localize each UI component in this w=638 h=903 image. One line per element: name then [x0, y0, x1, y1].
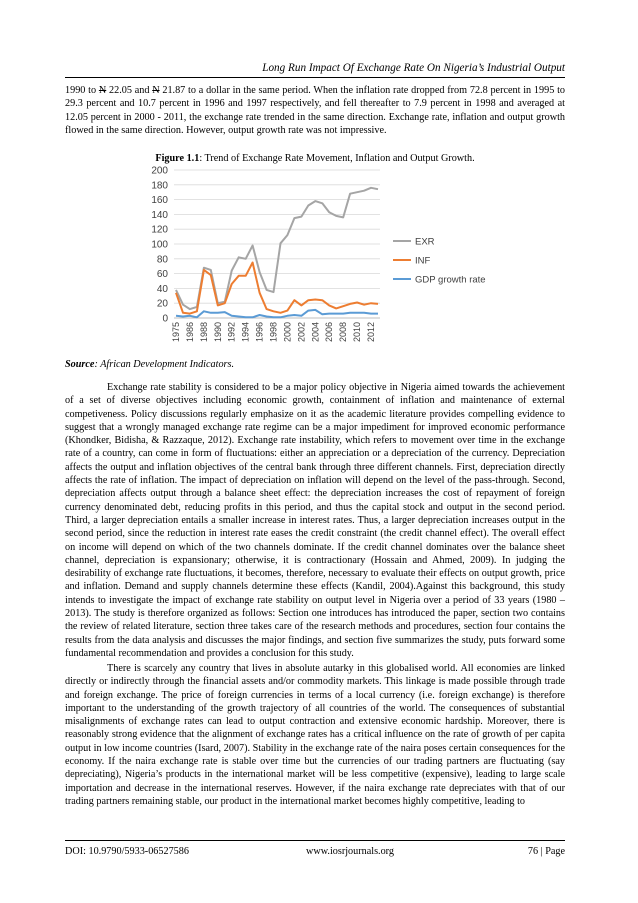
footer-rule [65, 840, 565, 841]
y-tick-label: 60 [156, 269, 168, 281]
chart-container [112, 162, 500, 356]
footer-doi: DOI: 10.9790/5933-06527586 [65, 846, 189, 857]
y-tick-label: 180 [151, 180, 168, 192]
figure-caption-text: : Trend of Exchange Rate Movement, Inflation and Output Growth. [199, 153, 475, 164]
header-rule [65, 77, 565, 78]
legend-label: GDP growth rate [415, 274, 486, 286]
y-tick-label: 160 [151, 195, 168, 207]
x-tick-label: 1986 [184, 322, 195, 343]
y-tick-label: 80 [156, 254, 168, 266]
x-tick-label: 2004 [310, 322, 321, 343]
x-tick-label: 2012 [366, 322, 377, 343]
paragraph-exchange-rate-stability: Exchange rate stability is considered to be a major policy objective in Nigeria aimed towards the achievement of a set of diverse objectives including economic growth, containment of inflation and maintenance of external competiveness. Policy discussions regularly emphasize on it as the academic literature provides compelling evidence to suggest that a wrongly managed exchange rate regime can be a major impediment for improved economic performance (Khondker, Bidisha, & Razzaque, 2012). Exchange rate instability, which refers to movement over time in the exchange rate of a country, can come in form of fluctuations: either an appreciation or a depreciation of the currency. Depreciation affects the output and inflation objectives of the central bank through three different channels. First, depreciation directly affects the rate of inflation. The impact of depreciation on inflation will depend on the level of the pass-through. Second, depreciation affects output through a balance sheet effect: the depreciation increases the cost of repayment of foreign currency denominated debt, reducing profits in this period, and thus the capital stock and output in the second period. Third, a larger depreciation entails a smaller increase in interest rates. Thus, a larger depreciation increases output in the second period, since the reduction in interest rate eases the credit constraint (the credit channel effect). The overall effect on income will depend on which of the two channels dominate. If the credit channel dominates over the balance sheet channel, depreciation is expansionary; otherwise, it is contractionary (Hossain and Ahmed, 2009). In judging the desirability of exchange rate fluctuations, it becomes, therefore, necessary to evaluate their effects on output growth, price and inflation. Demand and supply channels determine these effects (Kandil, 2004).Against this background, this study intends to investigate the impact of exchange rate stability on output level in Nigeria over a period of 33 years (1980 – 2013). The study is therefore organized as follows: Section one introduces has introduced the paper, section two contains the review of related literature, section three takes care of the research methods and procedures, section four contains the results from the data analysis and discusses the major findings, and section five summarizes the study, puts forward some fundamental recommendation and provides a conclusion for this study. [65, 382, 565, 659]
y-tick-label: 200 [151, 165, 168, 177]
x-tick-label: 1998 [268, 322, 279, 343]
x-tick-label: 1990 [212, 322, 223, 343]
x-tick-label: 2010 [352, 322, 363, 343]
x-tick-label: 1992 [226, 322, 237, 343]
intro-prefix: 1990 to [65, 85, 99, 96]
x-tick-label: 2008 [338, 322, 349, 343]
x-tick-label: 1988 [198, 322, 209, 343]
source-label: Source [65, 359, 95, 370]
source-text: : African Development Indicators. [94, 359, 235, 370]
intro-paragraph [65, 84, 565, 137]
x-tick-label: 2006 [324, 322, 335, 343]
y-tick-label: 20 [156, 298, 168, 310]
x-tick-label: 1975 [171, 322, 181, 343]
naira-symbol: N [152, 85, 160, 96]
running-header: Long Run Impact Of Exchange Rate On Nigeria’s Industrial Output [262, 62, 565, 74]
legend-label: INF [415, 255, 431, 267]
intro-rest: 21.87 to a dollar in the same period. When the inflation rate dropped from 72.8 percent in 1995 to 29.3 percent and 10.7 percent in 1996 and 1997 respectively, and fell thereafter to 7.9 percent in 1998 and averaged at 12.05 percent in 2000 - 2011, the exchange rate trended in the same direction. Exchange rate, inflation and output growth flowed in the same direction. However, output growth rate was not impressive. [65, 85, 565, 136]
legend-label: EXR [415, 236, 435, 248]
y-tick-label: 140 [151, 209, 168, 221]
figure-label: Figure 1.1 [155, 153, 200, 164]
series-line-exr [176, 188, 378, 309]
intro-mid: 22.05 and [106, 85, 153, 96]
footer-page-number: 76 | Page [527, 846, 565, 857]
paragraph-autarky: There is scarcely any country that lives in absolute autarky in this globalised world. All economies are linked directly or indirectly through the financial assets and/or commodity markets. This linkage is made possible through trade and foreign exchange. The price of foreign currencies in terms of a local currency (i.e. foreign exchange) is therefore important to the understanding of the growth trajectory of all countries of the world. The consequences of substantial misalignments of exchange rates can lead to output contraction and extensive economic hardship. Moreover, there is reasonably strong evidence that the alignment of exchange rates has a critical influence on the rate of growth of per capita output in low income countries (Isard, 2007). Stability in the exchange rate of the naira poses certain consequences for the economy. If the naira exchange rate is stable over time but the currencies of our trading partners are fluctuating (say depreciating), Nigeria’s products in the international market will be less competitive (expensive), leading to large scale importation and decrease in the international reserves. However, if the naira exchange rate depreciates with that of our trading partners remaining stable, our product in the international market becomes highly competitive, leading to [65, 663, 565, 807]
naira-symbol: N [98, 85, 107, 96]
x-tick-label: 2002 [296, 322, 307, 343]
footer-website: www.iosrjournals.org [305, 846, 394, 857]
y-tick-label: 100 [151, 239, 168, 251]
y-tick-label: 40 [156, 283, 168, 295]
y-tick-label: 0 [162, 313, 168, 325]
series-line-gdp-growth-rate [176, 310, 378, 317]
y-tick-label: 120 [151, 224, 168, 236]
x-tick-label: 2000 [282, 322, 293, 343]
line-chart [112, 162, 500, 356]
x-tick-label: 1994 [240, 322, 251, 343]
figure-source [65, 359, 234, 370]
x-tick-label: 1996 [254, 322, 265, 343]
